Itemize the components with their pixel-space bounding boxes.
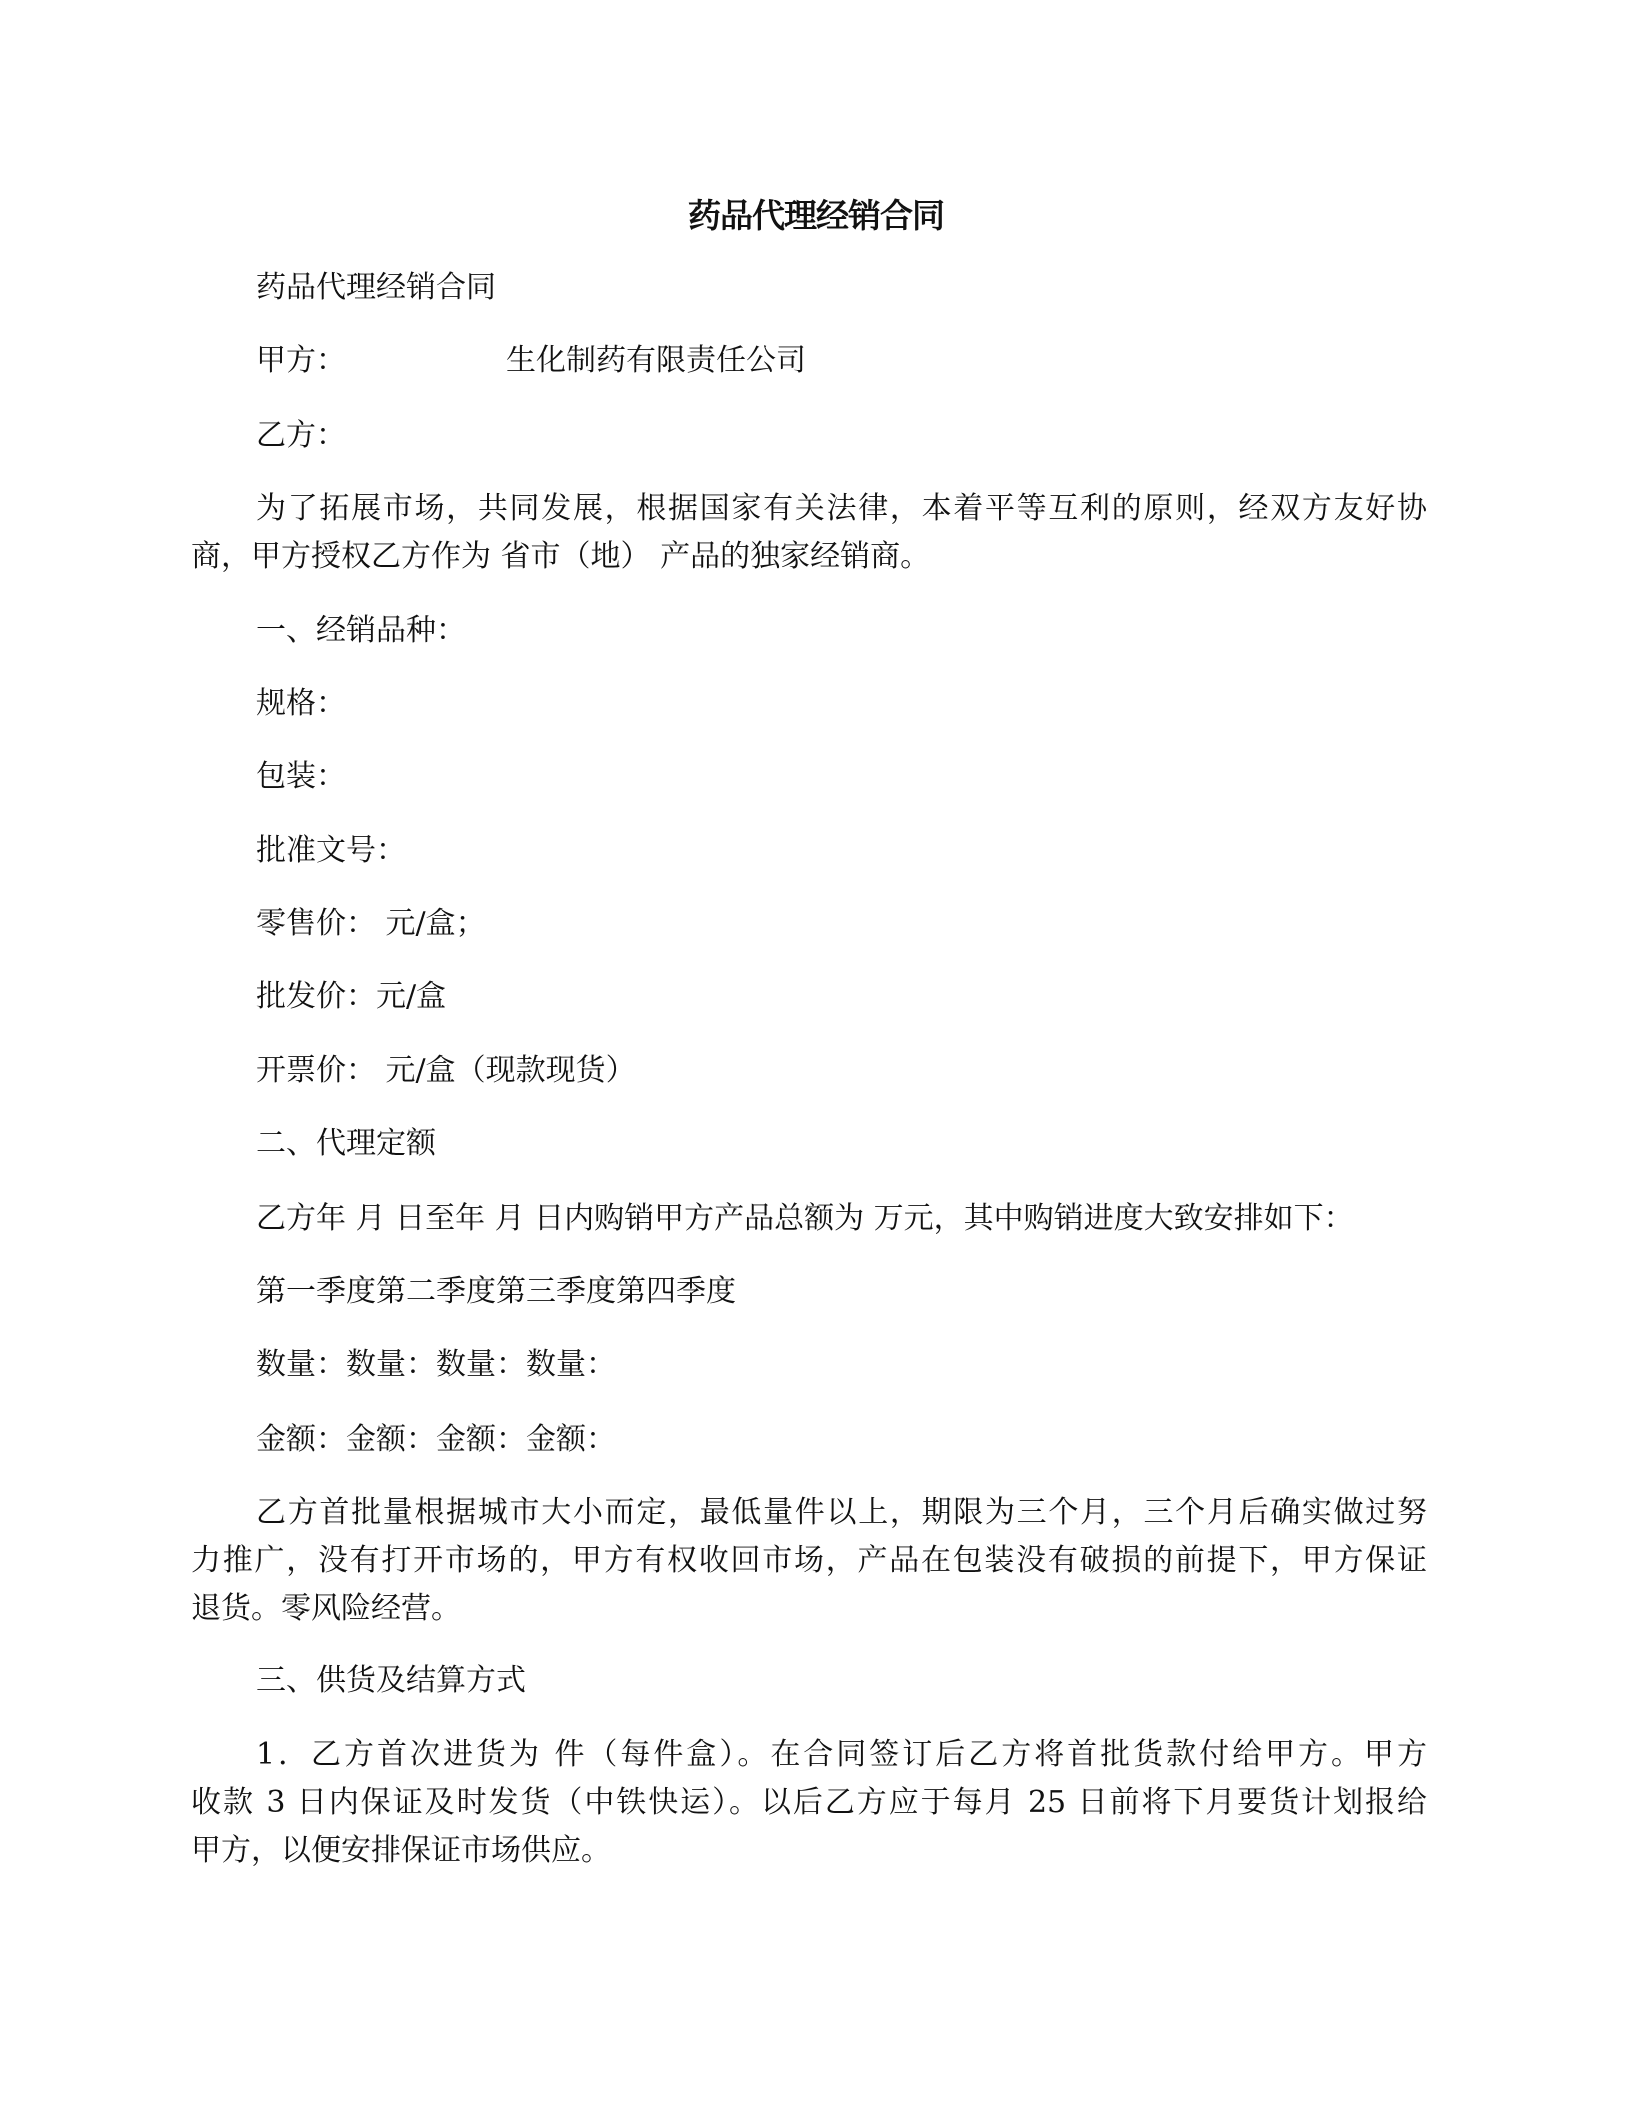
quarters-line: 第一季度第二季度第三季度第四季度 <box>256 1274 736 1309</box>
supply-line: 甲方，以便安排保证市场供应。 <box>191 1833 611 1868</box>
party-a-label: 甲方： <box>256 343 346 378</box>
supply-line: 1．乙方首次进货为 件（每件盒）。在合同签订后乙方将首批货款付给甲方。甲方 <box>256 1737 1427 1772</box>
wholesale-price-item: 批发价：元/盒 <box>256 979 447 1014</box>
retail-price-item: 零售价： 元/盒； <box>256 906 486 941</box>
party-a-value: 生化制药有限责任公司 <box>506 343 806 378</box>
party-b-label: 乙方： <box>256 418 346 453</box>
intro-line: 商，甲方授权乙方作为 省市（地） 产品的独家经销商。 <box>191 539 931 574</box>
party-a <box>256 341 806 381</box>
invoice-price-item: 开票价： 元/盒（现款现货） <box>256 1053 636 1088</box>
approval-item: 批准文号： <box>256 833 406 868</box>
document-title: 药品代理经销合同 <box>688 196 944 235</box>
package-item: 包装： <box>256 759 346 794</box>
subtitle: 药品代理经销合同 <box>256 270 496 305</box>
section2-heading: 二、代理定额 <box>256 1126 436 1161</box>
supply-line: 收款 3 日内保证及时发货（中铁快运）。以后乙方应于每月 25 日前将下月要货计划报给 <box>191 1785 1427 1820</box>
quantity-line: 数量：数量：数量：数量： <box>256 1347 616 1382</box>
intro-line: 为了拓展市场，共同发展，根据国家有关法律，本着平等互利的原则，经双方友好协 <box>256 491 1427 526</box>
first-batch-line: 退货。零风险经营。 <box>191 1591 461 1626</box>
quota-line: 乙方年 月 日至年 月 日内购销甲方产品总额为 万元，其中购销进度大致安排如下： <box>256 1201 1354 1236</box>
spec-item: 规格： <box>256 686 346 721</box>
first-batch-line: 乙方首批量根据城市大小而定，最低量件以上，期限为三个月，三个月后确实做过努 <box>256 1495 1427 1530</box>
amount-line: 金额：金额：金额：金额： <box>256 1422 616 1457</box>
section1-heading: 一、经销品种： <box>256 613 466 648</box>
section3-heading: 三、供货及结算方式 <box>256 1663 526 1698</box>
first-batch-line: 力推广，没有打开市场的，甲方有权收回市场，产品在包装没有破损的前提下，甲方保证 <box>191 1543 1427 1578</box>
